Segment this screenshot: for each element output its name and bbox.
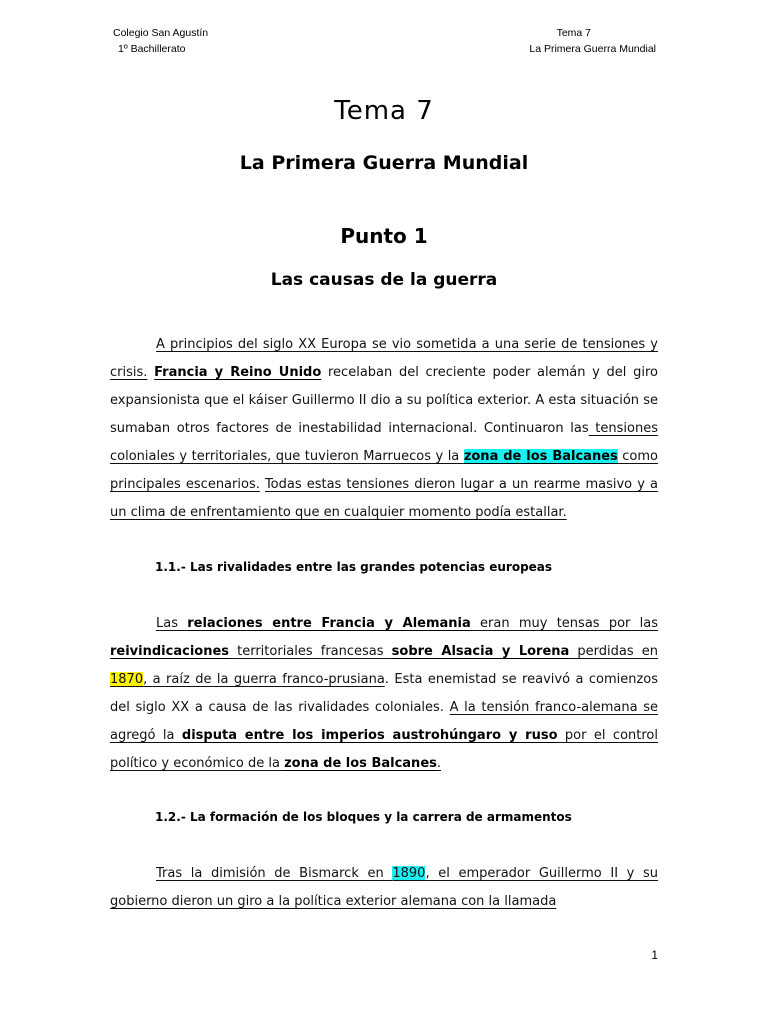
- punto-title: Punto 1: [340, 224, 428, 248]
- p2-s8: 1870: [110, 672, 144, 687]
- subheading-1-1: 1.1.- Las rivalidades entre las grandes potencias europeas: [155, 560, 553, 574]
- header-course: 1º Bachillerato: [118, 43, 186, 55]
- paragraph-rivalidades: [110, 610, 658, 778]
- section-title: Las causas de la guerra: [270, 270, 498, 290]
- p2-s14: por el control político y económico de la: [110, 728, 658, 771]
- p1-s1: A principios del siglo XX Europa se vio sometida a una serie de tensiones y crisis.: [110, 337, 658, 380]
- p1-s7: como principales escenarios.: [110, 449, 659, 492]
- p1-s6: zona de los Balcanes: [463, 449, 618, 464]
- p1-s9: Todas estas tensiones dieron lugar a un rearme masivo y a un clima de enfrentamiento que en cualquier momento podía estallar.: [110, 477, 658, 520]
- header-left: [113, 25, 208, 57]
- p2-s11: . Esta enemistad se reavivó a comienzos del siglo XX a causa de las rivalidades coloniales.: [110, 672, 659, 715]
- tema-title: Tema 7: [334, 96, 434, 126]
- p2-s6: sobre Alsacia y Lorena: [391, 644, 570, 659]
- paragraph-bloques: [110, 860, 658, 916]
- subheading-1-2: 1.2.- La formación de los bloques y la carrera de armamentos: [155, 810, 572, 824]
- header-tema: Tema 7: [556, 27, 591, 39]
- p2-s2: relaciones entre Francia y Alemania: [187, 616, 471, 631]
- p2-s15: zona de los Balcanes: [284, 756, 437, 771]
- header-right: [529, 25, 656, 57]
- p2-s16: .: [436, 756, 442, 771]
- p1-s3: Francia y Reino Unido: [154, 365, 322, 380]
- paragraph-intro: [110, 331, 658, 527]
- p2-s12: A la tensión franco-alemana se agregó la: [110, 700, 658, 743]
- p3-s4: dieron un giro a la política exterior alemana con la llamada: [167, 894, 557, 909]
- page-number: 1: [651, 948, 658, 962]
- p2-s3: eran muy tensas por las: [470, 616, 658, 631]
- p3-s3: , el emperador Guillermo II y su gobierno: [110, 866, 659, 909]
- p2-s10: a raíz de la guerra franco-prusiana: [152, 672, 385, 687]
- p1-s5: tensiones coloniales y territoriales, que tuvieron Marruecos y la: [110, 421, 658, 464]
- p2-s5: territoriales francesas: [229, 644, 392, 659]
- p2-s9: ,: [143, 672, 153, 687]
- p2-s1: Las: [156, 616, 188, 631]
- p3-s1: Tras la dimisión de Bismarck en: [156, 866, 393, 881]
- p2-s13: disputa entre los imperios austrohúngaro y ruso: [181, 728, 558, 743]
- p2-s7: perdidas en: [569, 644, 658, 659]
- header-topic: La Primera Guerra Mundial: [529, 43, 656, 55]
- header-school: Colegio San Agustín: [113, 27, 209, 39]
- main-title: La Primera Guerra Mundial: [239, 152, 529, 174]
- p3-s2: 1890: [392, 866, 426, 881]
- p1-s4: recelaban del creciente poder alemán y del giro expansionista que el káiser Guillermo II dio a su política exterior. A esta situación se sumaban otros factores de inestabilidad internacional. Continuaron las: [110, 365, 659, 436]
- p2-s4: reivindicaciones: [110, 644, 230, 659]
